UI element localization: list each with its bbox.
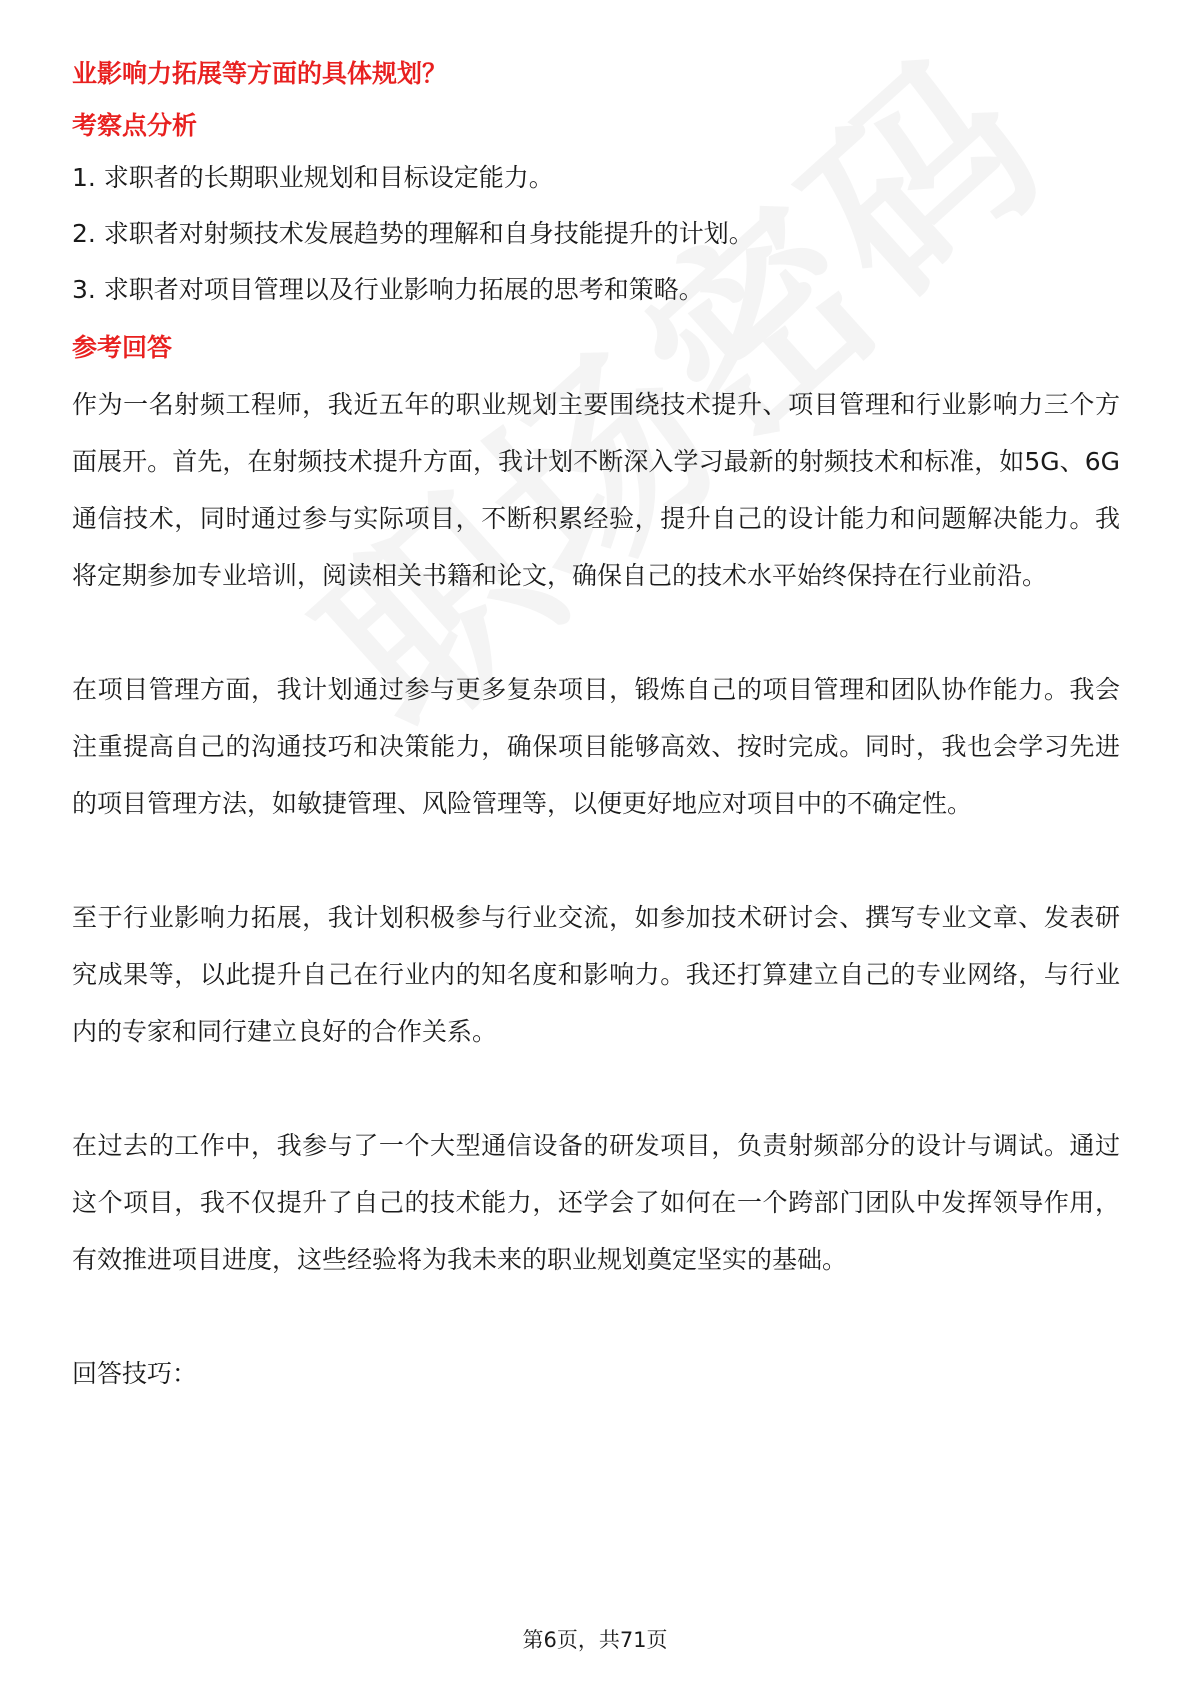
answer-paragraph: 在项目管理方面，我计划通过参与更多复杂项目，锻炼自己的项目管理和团队协作能力。我会注重提高自己的沟通技巧和决策能力，确保项目能够高效、按时完成。同时，我也会学习先进的项目管理方法，如敏捷管理、风险管理等，以便更好地应对项目中的不确定性。 <box>72 675 1120 818</box>
answer-paragraph: 作为一名射频工程师，我近五年的职业规划主要围绕技术提升、项目管理和行业影响力三个方面展开。首先，在射频技术提升方面，我计划不断深入学习最新的射频技术和标准，如5G、6G通信技术，同时通过参与实际项目，不断积累经验，提升自己的设计能力和问题解决能力。我将定期参加专业培训，阅读相关书籍和论文，确保自己的技术水平始终保持在行业前沿。 <box>72 390 1120 590</box>
analysis-point: 1. 求职者的长期职业规划和目标设定能力。 <box>72 163 554 192</box>
page-number: 第6页，共71页 <box>522 1628 668 1652</box>
tips-label: 回答技巧： <box>72 1359 198 1388</box>
answer-body <box>72 376 1120 1288</box>
answer-paragraph: 在过去的工作中，我参与了一个大型通信设备的研发项目，负责射频部分的设计与调试。通过这个项目，我不仅提升了自己的技术能力，还学会了如何在一个跨部门团队中发挥领导作用，有效推进项目进度，这些经验将为我未来的职业规划奠定坚实的基础。 <box>72 1131 1120 1274</box>
answer-paragraph: 至于行业影响力拓展，我计划积极参与行业交流，如参加技术研讨会、撰写专业文章、发表研究成果等，以此提升自己在行业内的知名度和影响力。我还打算建立自己的专业网络，与行业内的专家和同行建立良好的合作关系。 <box>72 903 1120 1046</box>
question-title: 业影响力拓展等方面的具体规划？ <box>72 59 448 88</box>
analysis-point: 3. 求职者对项目管理以及行业影响力拓展的思考和策略。 <box>72 275 704 304</box>
answer-heading: 参考回答 <box>72 333 173 362</box>
page-content <box>72 56 1120 1402</box>
analysis-point: 2. 求职者对射频技术发展趋势的理解和自身技能提升的计划。 <box>72 219 754 248</box>
analysis-heading: 考察点分析 <box>72 111 198 140</box>
analysis-points <box>72 160 1120 308</box>
